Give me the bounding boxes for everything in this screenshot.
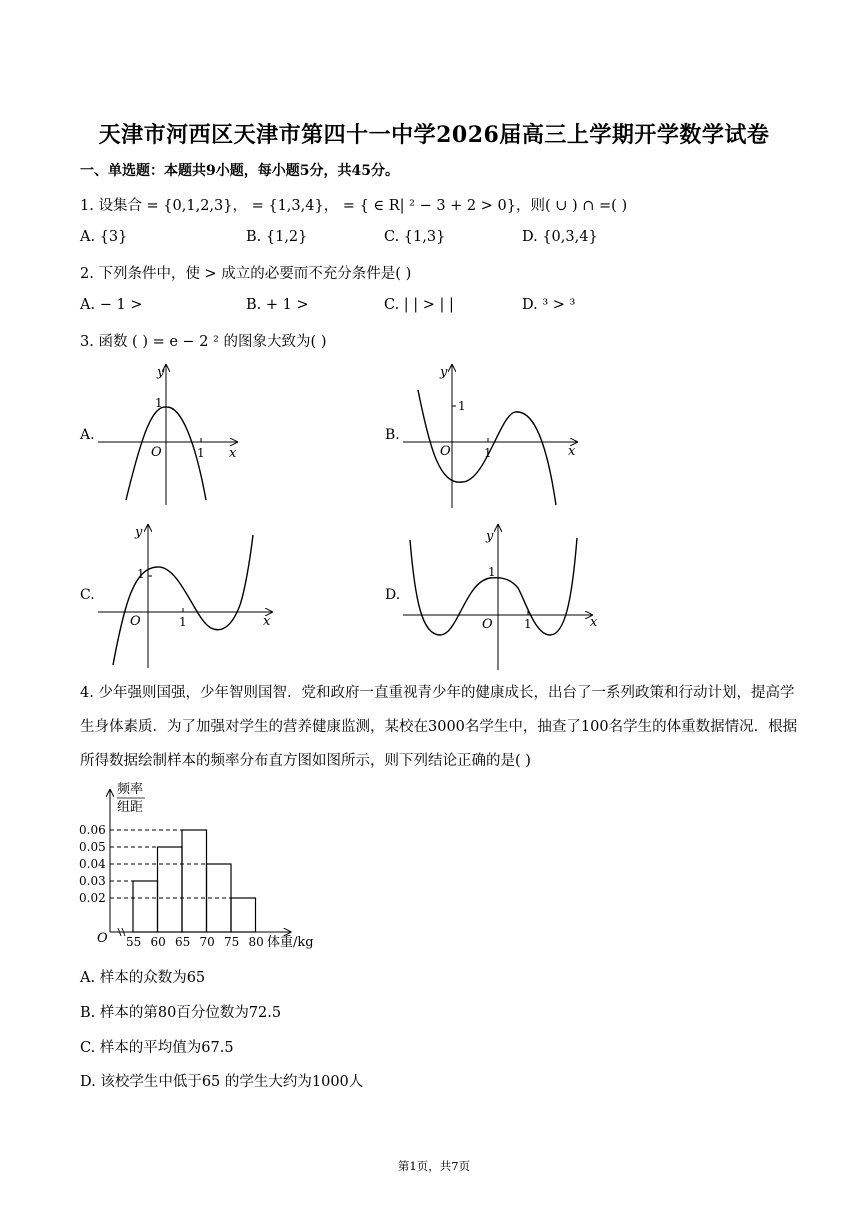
histogram-chart: [75, 780, 335, 955]
bar-55-60: [133, 881, 158, 932]
svg-text:1: 1: [179, 615, 187, 629]
question-4-stem: 4. 少年强则国强，少年智则国智．党和政府一直重视青少年的健康成长，出台了一系列政策和行动计划，提高学生身体素质．为了加强对学生的营养健康监测，某校在3000名学生中，抽查了100名学生的体重数据情况．根据所得数据绘制样本的频率分布直方图如图所示，则下列结论正确的是( ): [80, 685, 798, 769]
chart-xlabel: 体重/kg: [267, 935, 314, 950]
ytick-label-0.02: 0.02: [79, 891, 106, 905]
y-label: y: [157, 365, 165, 380]
ytick-label-0.03: 0.03: [79, 874, 106, 888]
svg-text:x: x: [590, 615, 598, 630]
ytick-label-0.04: 0.04: [79, 857, 106, 871]
xtick-label-75: 75: [224, 935, 240, 949]
page-footer: 第1页，共7页: [397, 1159, 471, 1173]
bar-65-70: [182, 830, 207, 932]
q1-option-a: A. {3}: [80, 229, 128, 245]
graph-d: [400, 520, 600, 670]
q2-option-b: B. + 1 >: [246, 297, 309, 313]
xtick-label-55: 55: [126, 935, 142, 949]
graph-a: [95, 360, 245, 510]
ylabel-top: 频率: [117, 782, 144, 797]
svg-text:x: x: [263, 614, 271, 629]
svg-text:y: y: [486, 529, 494, 544]
svg-text:y: y: [135, 525, 143, 540]
graph-b: [400, 360, 585, 510]
bar-75-80: [231, 898, 256, 932]
xtick-label-65: 65: [175, 935, 191, 949]
q2-option-a: A. − 1 >: [80, 297, 143, 313]
q4-option-d: D. 该校学生中低于65 的学生大约为1000人: [80, 1074, 364, 1090]
x-one-label: 1: [197, 446, 205, 460]
page-title: 天津市河西区天津市第四十一中学2026届高三上学期开学数学试卷: [98, 122, 770, 148]
ytick-label-0.06: 0.06: [79, 823, 106, 837]
q1-option-c: C. {1,3}: [384, 229, 446, 245]
svg-text:O: O: [130, 614, 141, 629]
question-2-stem: 2. 下列条件中，使 > 成立的必要而不充分条件是( ): [80, 266, 412, 282]
svg-text:O: O: [440, 444, 451, 459]
q2-option-d: D. ³ > ³: [522, 297, 576, 313]
svg-text:O: O: [482, 617, 493, 632]
xtick-label-80: 80: [248, 935, 264, 949]
origin-label: O: [151, 445, 162, 460]
svg-text:1: 1: [524, 617, 532, 631]
q3-option-d-label: D.: [385, 587, 401, 603]
svg-text:1: 1: [484, 446, 492, 460]
q4-option-b: B. 样本的第80百分位数为72.5: [80, 1005, 282, 1021]
x-label: x: [229, 446, 237, 461]
q4-option-c: C. 样本的平均值为67.5: [80, 1040, 234, 1056]
svg-text:x: x: [568, 444, 576, 459]
svg-text:1: 1: [488, 565, 496, 579]
q1-option-b: B. {1,2}: [246, 229, 308, 245]
q3-option-c-label: C.: [80, 587, 95, 603]
chart-origin: O: [97, 931, 108, 946]
graph-c: [95, 520, 280, 670]
xtick-label-70: 70: [199, 935, 215, 949]
q3-option-a-label: A.: [80, 427, 95, 443]
svg-text:y: y: [440, 365, 448, 380]
svg-text:1: 1: [458, 399, 466, 413]
question-1-stem: 1. 设集合 = {0,1,2,3}， = {1,3,4}， = { ∈ R| ² − 3 + 2 > 0}，则( ∪ ) ∩ =( ): [80, 198, 628, 214]
xtick-label-60: 60: [150, 935, 166, 949]
q3-option-b-label: B.: [385, 427, 400, 443]
y-one-label: 1: [155, 396, 163, 410]
bar-60-65: [158, 847, 183, 932]
question-3-stem: 3. 函数 ( ) = e − 2 ² 的图象大致为( ): [80, 334, 327, 350]
q4-option-a: A. 样本的众数为65: [80, 970, 206, 986]
svg-text:1: 1: [137, 567, 145, 581]
ytick-label-0.05: 0.05: [79, 840, 106, 854]
ylabel-bottom: 组距: [117, 800, 144, 815]
section-heading: 一、单选题：本题共9小题，每小题5分，共45分。: [80, 163, 399, 179]
q2-option-c: C. | | > | |: [384, 297, 454, 313]
q1-option-d: D. {0,3,4}: [522, 229, 598, 245]
